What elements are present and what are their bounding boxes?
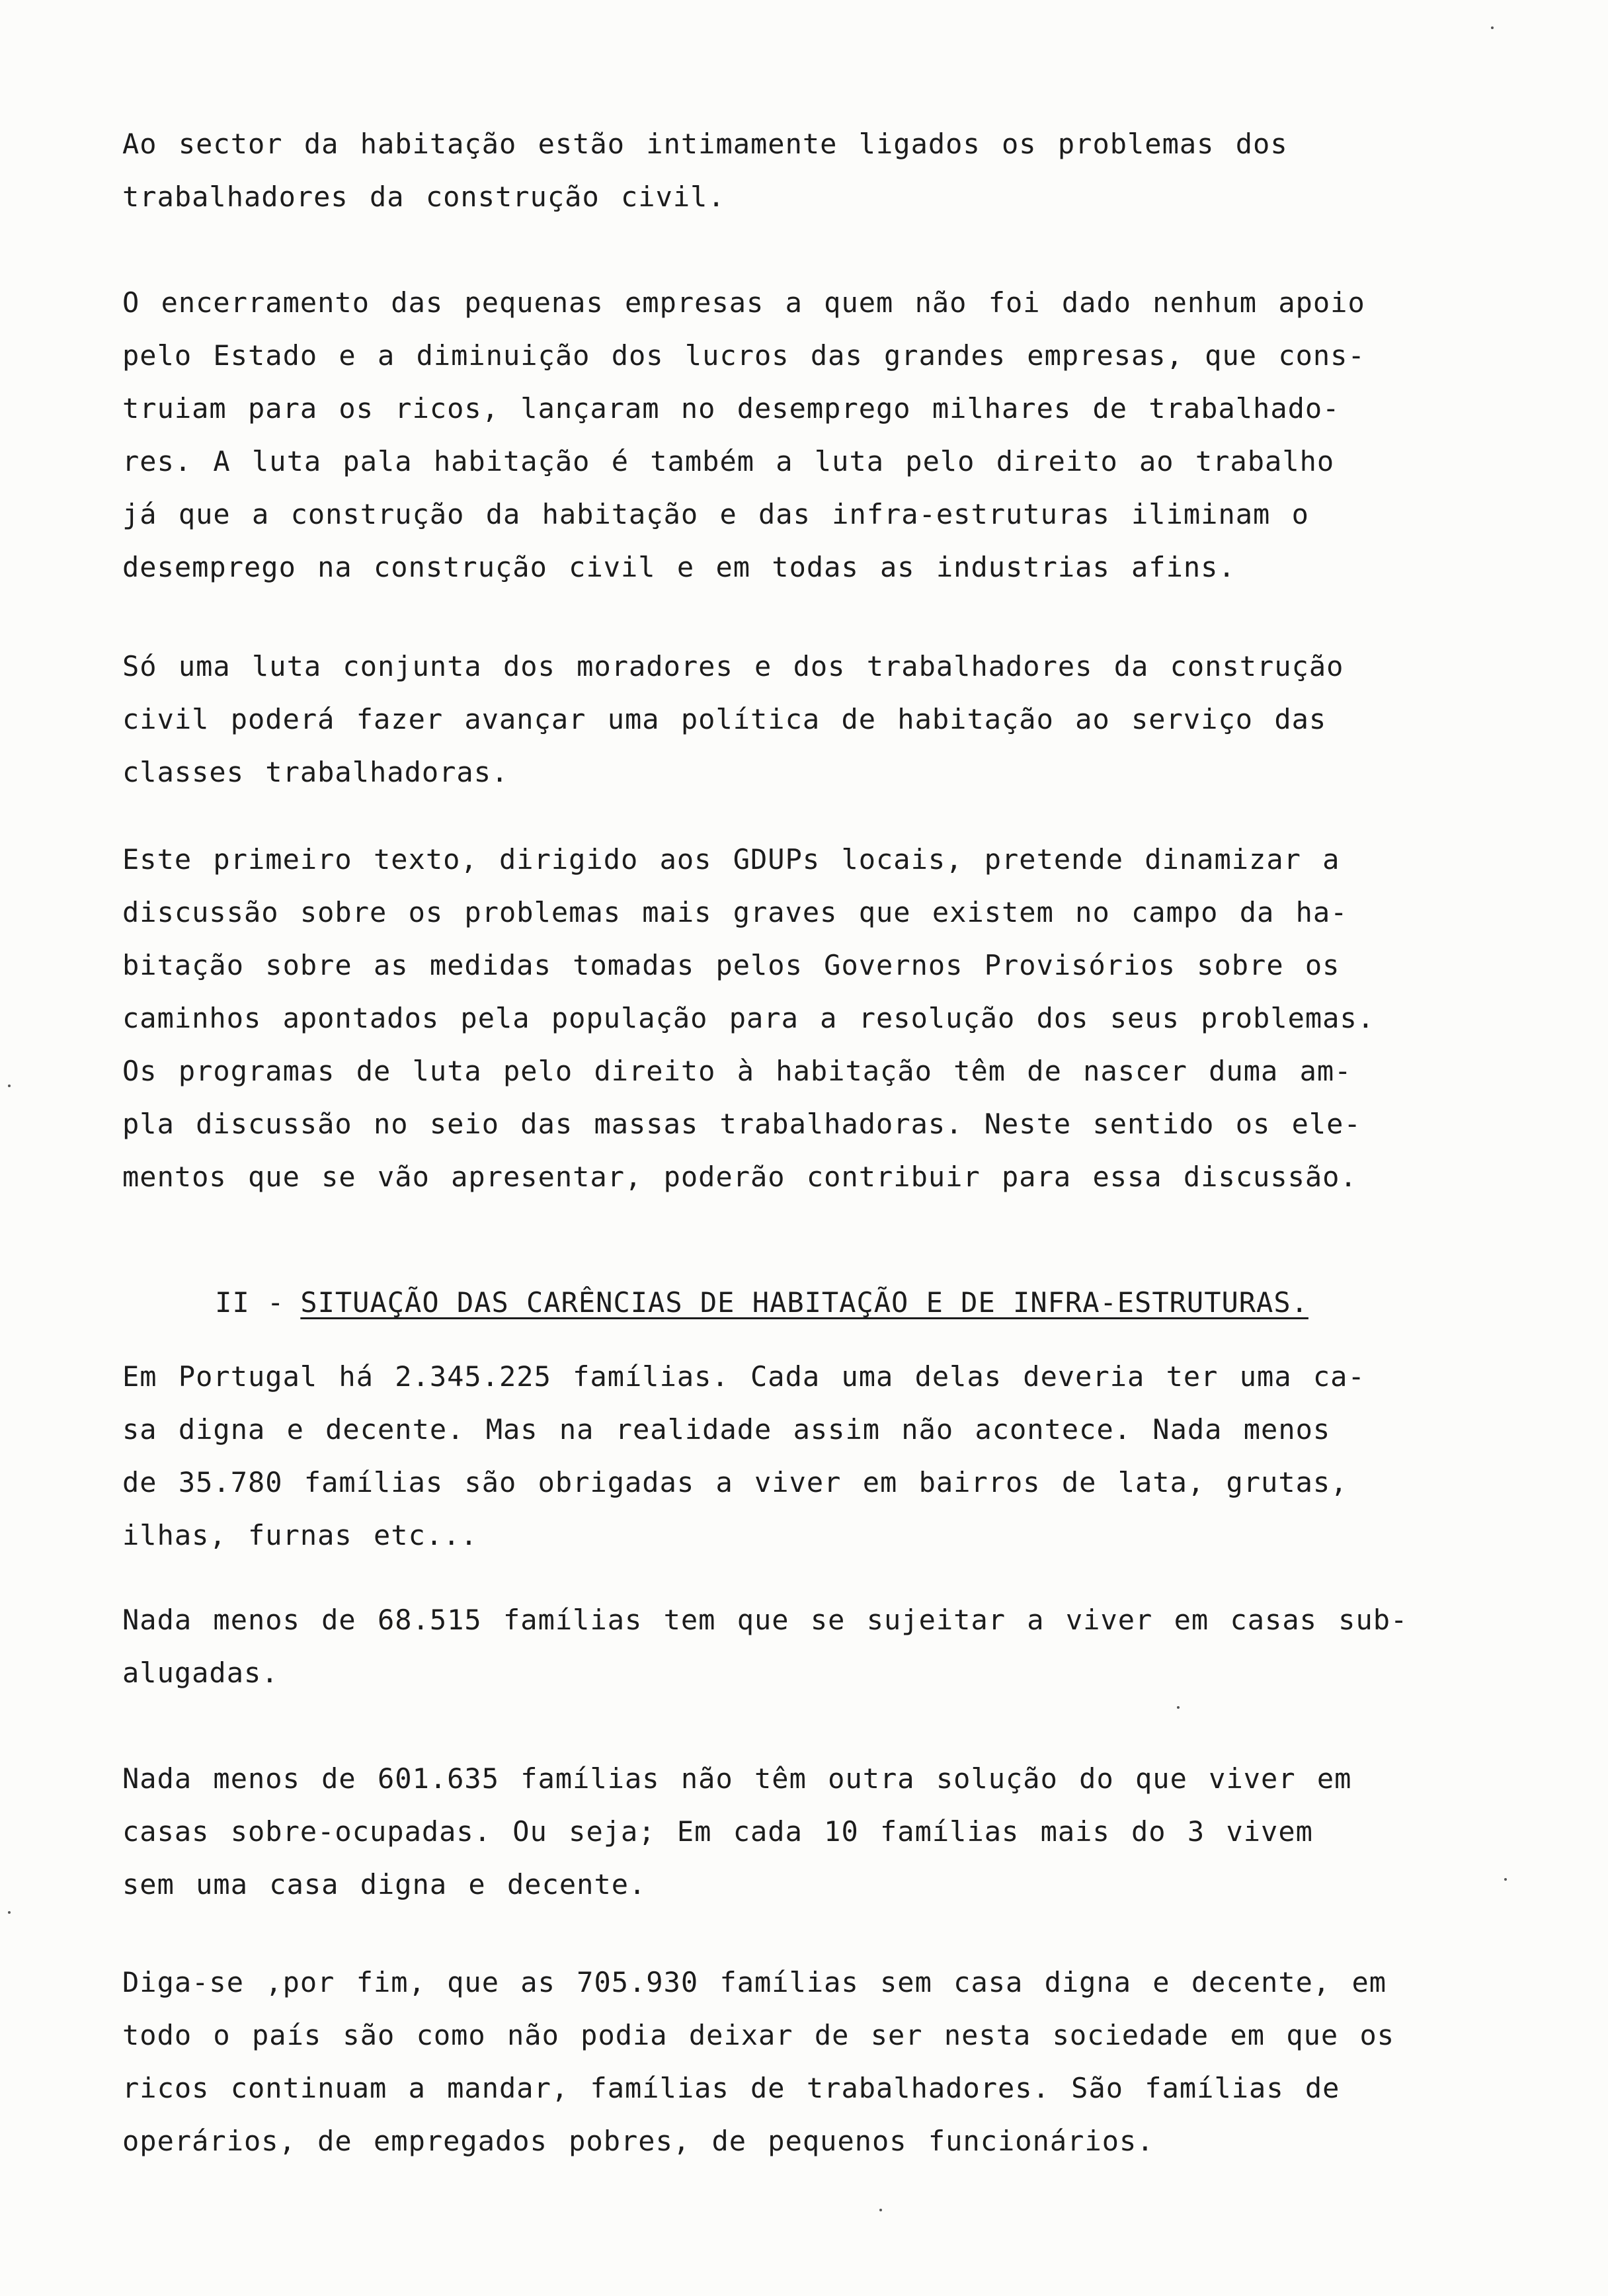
section-heading: [145, 1243, 1308, 1362]
text-line: sa digna e decente. Mas na realidade assim não acontece. Nada menos: [122, 1413, 1331, 1446]
paper-speck: [8, 1085, 11, 1087]
text-line: casas sobre-ocupadas. Ou seja; Em cada 10 famílias mais do 3 vivem: [122, 1815, 1313, 1848]
text-line: res. A luta pala habitação é também a luta pelo direito ao trabalho: [122, 445, 1335, 477]
text-line: Nada menos de 68.515 famílias tem que se sujeitar a viver em casas sub-: [122, 1604, 1408, 1636]
text-line: pelo Estado e a diminuição dos lucros das grandes empresas, que cons-: [122, 339, 1365, 372]
text-line: sem uma casa digna e decente.: [122, 1868, 647, 1901]
paragraph-families-total: [122, 1350, 1590, 1562]
paper-speck: [8, 1911, 11, 1914]
text-line: desemprego na construção civil e em todas as industrias afins.: [122, 551, 1236, 583]
paragraph-first-text: [122, 833, 1590, 1204]
paper-speck: [879, 2209, 882, 2211]
text-line: ilhas, furnas etc...: [122, 1519, 478, 1551]
paper-speck: [1177, 1706, 1180, 1709]
text-line: truiam para os ricos, lançaram no desemprego milhares de trabalhado-: [122, 392, 1340, 425]
text-line: trabalhadores da construção civil.: [122, 181, 725, 213]
text-line: Nada menos de 601.635 famílias não têm outra solução do que viver em: [122, 1762, 1352, 1795]
text-line: ricos continuam a mandar, famílias de trabalhadores. São famílias de: [122, 2072, 1340, 2104]
paper-speck: [1491, 26, 1494, 29]
text-line: mentos que se vão apresentar, poderão contribuir para essa discussão.: [122, 1161, 1357, 1193]
paragraph-sublet: [122, 1594, 1590, 1700]
text-line: Este primeiro texto, dirigido aos GDUPs locais, pretende dinamizar a: [122, 843, 1340, 876]
text-line: Só uma luta conjunta dos moradores e dos trabalhadores da construção: [122, 650, 1344, 682]
text-line: todo o país são como não podia deixar de ser nesta sociedade em que os: [122, 2019, 1395, 2051]
text-line: discussão sobre os problemas mais graves que existem no campo da ha-: [122, 896, 1348, 928]
section-number: II -: [215, 1286, 285, 1319]
paragraph-conclusion: [122, 1956, 1590, 2168]
text-line: alugadas.: [122, 1657, 279, 1689]
text-line: de 35.780 famílias são obrigadas a viver em bairros de lata, grutas,: [122, 1466, 1348, 1498]
paper-speck: [1504, 1878, 1507, 1881]
text-line: já que a construção da habitação e das infra-estruturas iliminam o: [122, 498, 1309, 530]
paragraph-overcrowded: [122, 1752, 1590, 1911]
text-line: pla discussão no seio das massas trabalhadoras. Neste sentido os ele-: [122, 1108, 1361, 1140]
text-line: O encerramento das pequenas empresas a quem não foi dado nenhum apoio: [122, 286, 1365, 319]
text-line: caminhos apontados pela população para a resolução dos seus problemas.: [122, 1002, 1375, 1034]
paragraph-joint-struggle: [122, 640, 1590, 799]
text-line: classes trabalhadoras.: [122, 756, 509, 788]
text-line: operários, de empregados pobres, de pequenos funcionários.: [122, 2125, 1154, 2157]
text-line: bitação sobre as medidas tomadas pelos Governos Provisórios sobre os: [122, 949, 1340, 981]
text-line: Ao sector da habitação estão intimamente ligados os problemas dos: [122, 128, 1288, 160]
section-title: SITUAÇÃO DAS CARÊNCIAS DE HABITAÇÃO E DE INFRA-ESTRUTURAS.: [300, 1286, 1308, 1319]
paragraph-housing-sector: [122, 118, 1590, 224]
paragraph-unemployment: [122, 276, 1590, 594]
text-line: Os programas de luta pelo direito à habitação têm de nascer duma am-: [122, 1055, 1352, 1087]
text-line: Em Portugal há 2.345.225 famílias. Cada uma delas deveria ter uma ca-: [122, 1360, 1365, 1393]
text-line: civil poderá fazer avançar uma política de habitação ao serviço das: [122, 703, 1327, 735]
text-line: Diga-se ,por fim, que as 705.930 famílias sem casa digna e decente, em: [122, 1966, 1387, 1998]
